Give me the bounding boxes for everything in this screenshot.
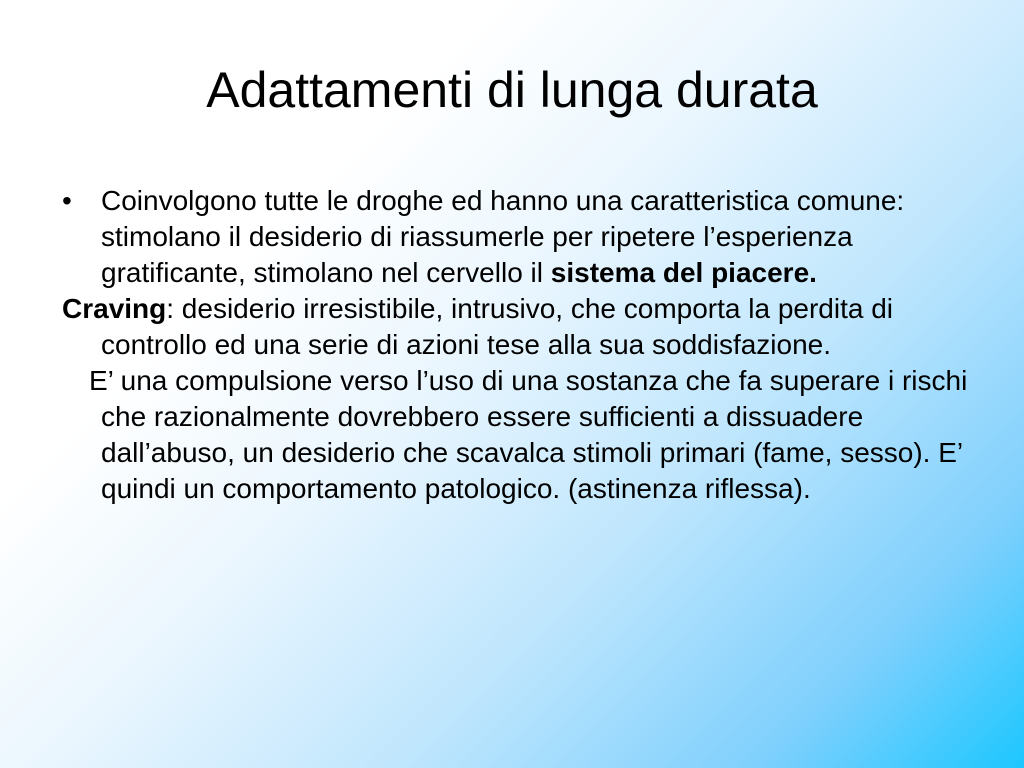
craving-term: Craving	[62, 293, 167, 324]
paragraph-1-text: Coinvolgono tutte le droghe ed hanno una caratteristica comune: stimolano il desiderio di riassumerle per ripetere l’esperienza gratificante, stimolano nel cervello il	[101, 185, 905, 288]
slide-body	[62, 183, 972, 507]
compulsion-paragraph	[62, 363, 972, 507]
paragraph-1-bold-text: sistema del piacere.	[550, 257, 817, 288]
bullet-paragraph-1	[62, 183, 972, 291]
slide-title: Adattamenti di lunga durata	[206, 62, 818, 118]
bullet-marker: •	[62, 185, 72, 216]
craving-definition: : desiderio irresistibile, intrusivo, che comporta la perdita di controllo ed una serie di azioni tese alla sua soddisfazione.	[101, 293, 894, 360]
compulsion-text: E’ una compulsione verso l’uso di una sostanza che fa superare i rischi che razionalmente dovrebbero essere sufficienti a dissuadere dall’abuso, un desiderio che scavalca stimoli primari (fame, sesso). E’ quindi un comportamento patologico. (astinenza riflessa).	[89, 365, 968, 504]
craving-paragraph	[62, 291, 972, 363]
